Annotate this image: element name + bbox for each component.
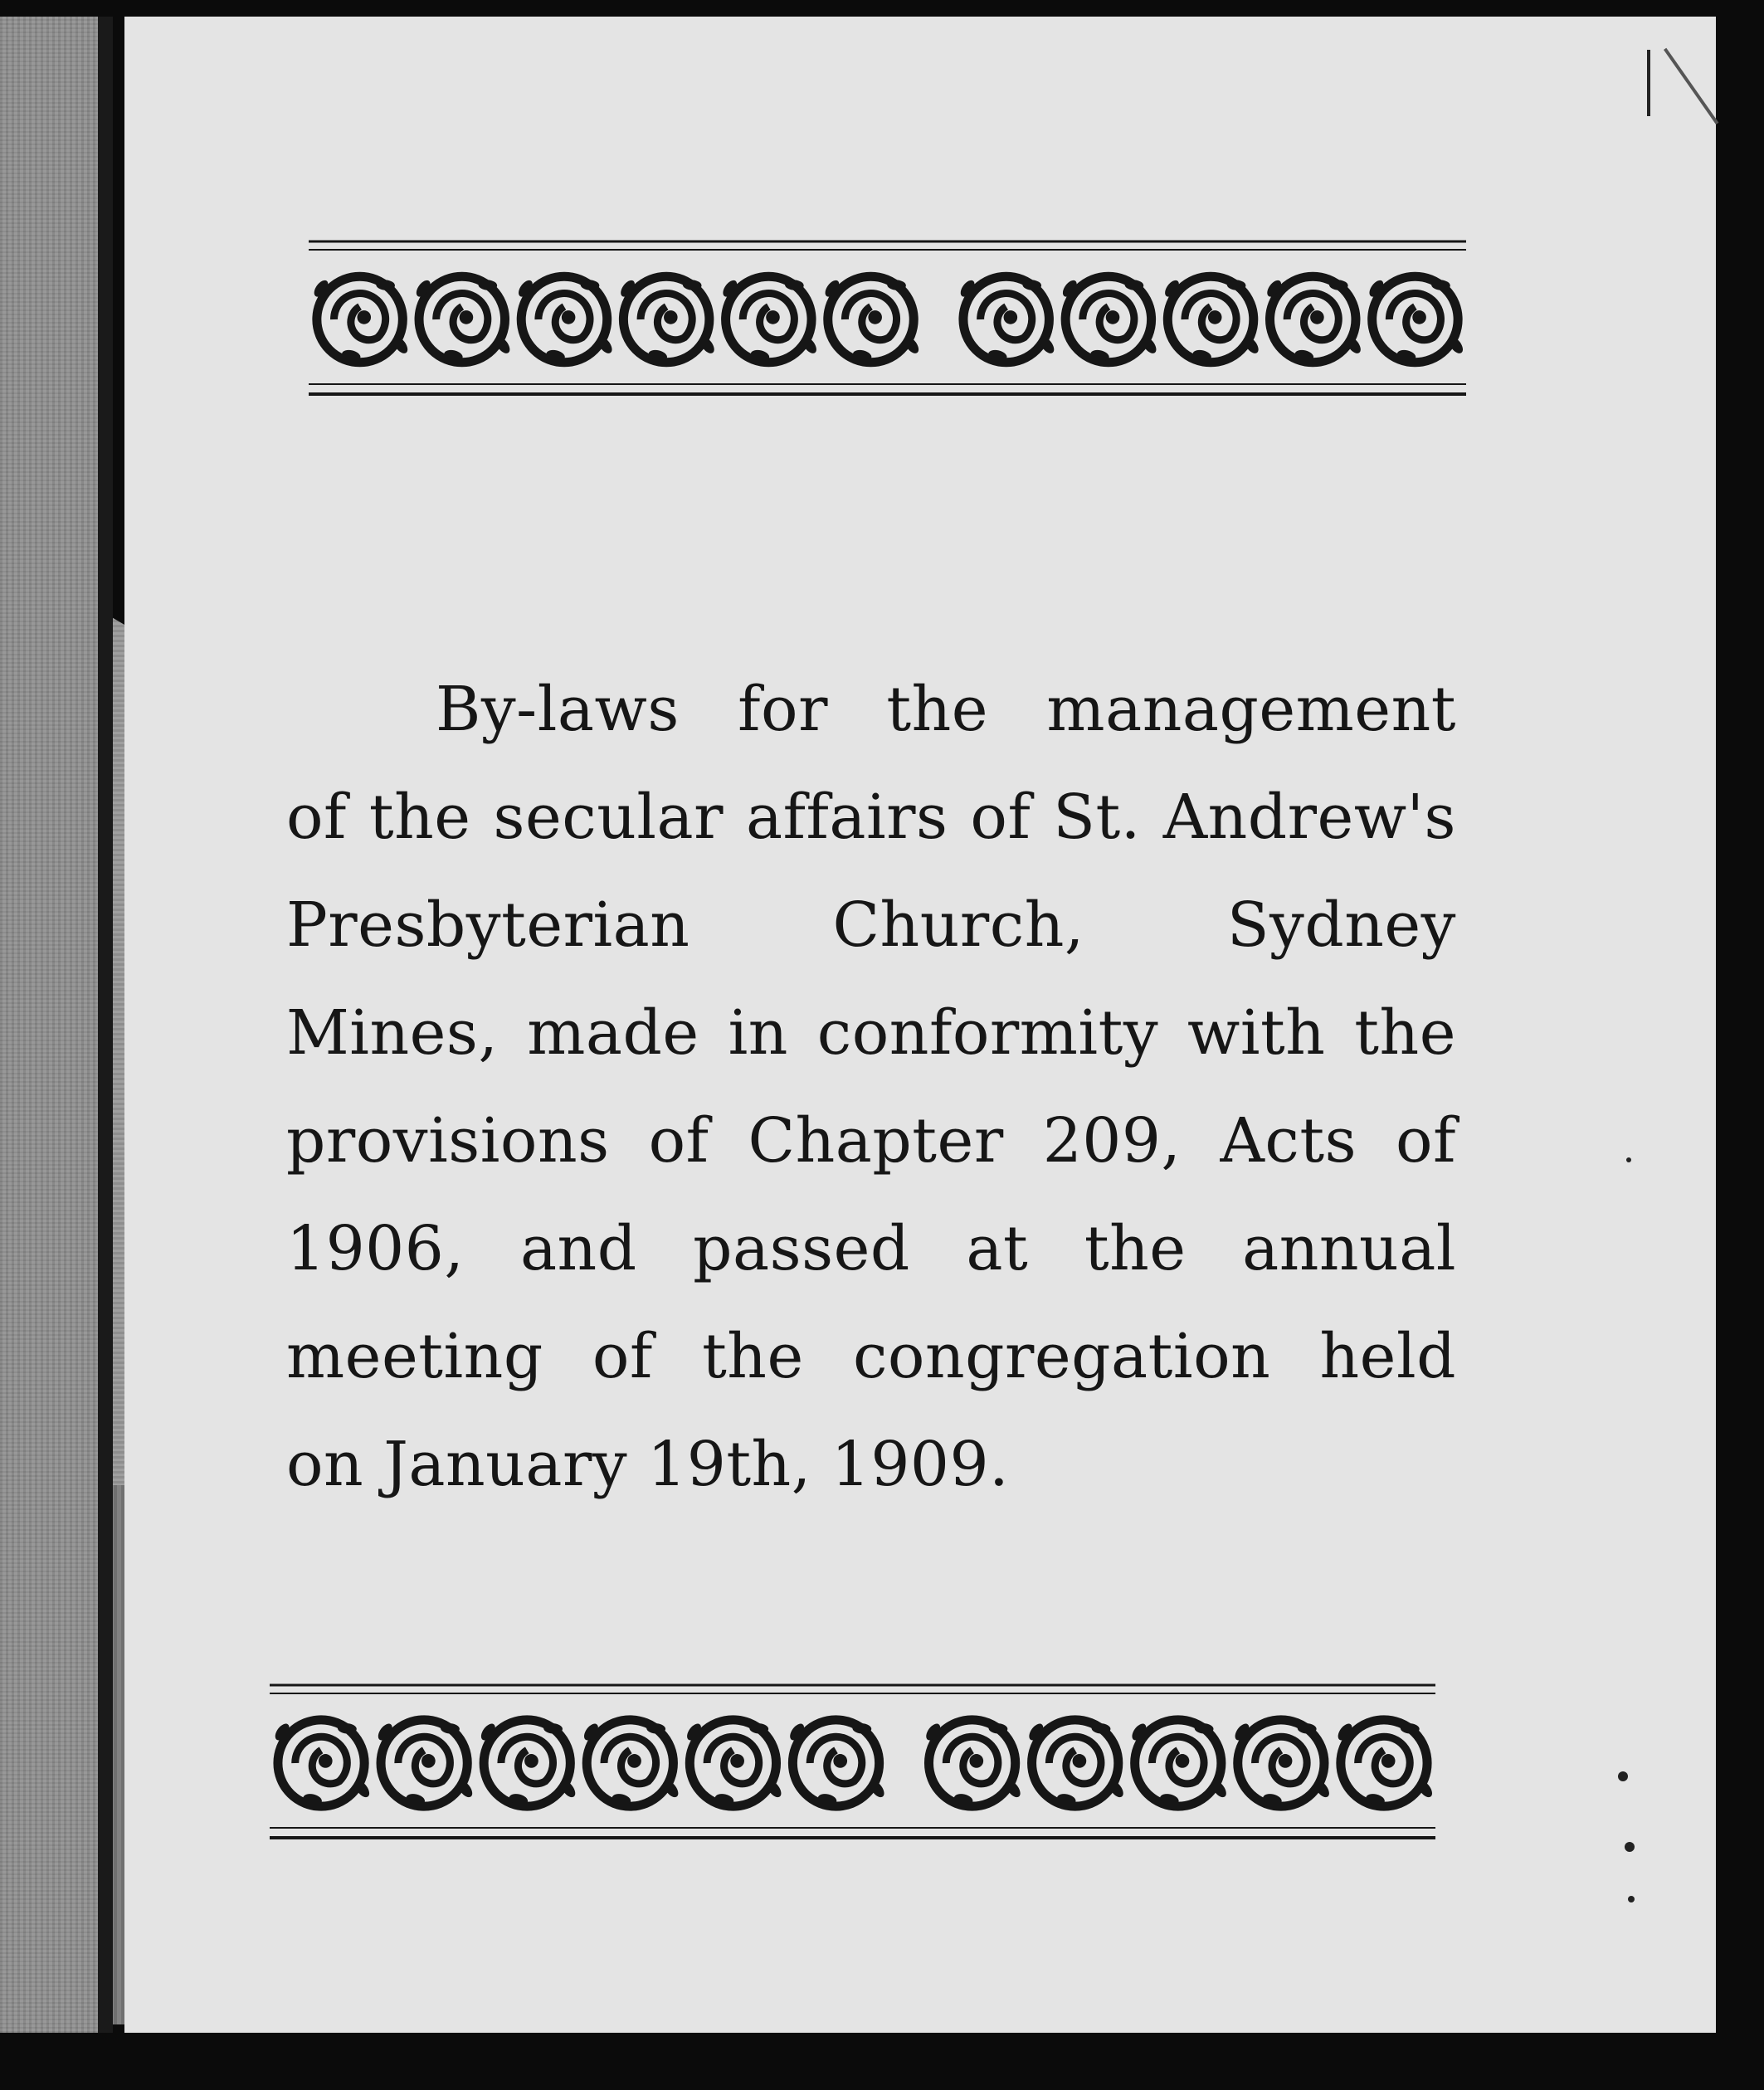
- text-line-1: By-laws for the management: [436, 674, 1456, 745]
- page-right-edge: [1716, 17, 1724, 2033]
- bylaws-title-paragraph: [286, 655, 1456, 1518]
- top-floral-border-icon: [309, 236, 1466, 402]
- scroll-motif-icon: [618, 276, 717, 363]
- scroll-motif-icon: [516, 276, 615, 363]
- scroll-motif-icon: [413, 276, 512, 363]
- floral-scroll-svg: [309, 236, 1466, 402]
- scroll-motif-icon: [923, 1720, 1023, 1807]
- scroll-motif-icon: [582, 1720, 681, 1807]
- text-line-8: on January 19th, 1909.: [286, 1429, 1010, 1500]
- scroll-motif-icon: [787, 1720, 887, 1807]
- scroll-motif-icon: [311, 276, 410, 363]
- scroll-motif-icon: [1335, 1720, 1435, 1807]
- text-line-4: Mines, made in conformity with the: [286, 997, 1456, 1069]
- scroll-motif-icon: [822, 276, 921, 363]
- scroll-motif-icon: [1026, 1720, 1126, 1807]
- text-line-5: provisions of Chapter 209, Acts of: [286, 1105, 1456, 1177]
- text-line-2: of the secular affairs of St. Andrew's: [286, 782, 1456, 853]
- scroll-motif-icon: [1367, 276, 1465, 363]
- floral-scroll-svg: [270, 1680, 1435, 1846]
- scroll-motif-icon: [1232, 1720, 1332, 1807]
- margin-speck: [1618, 1771, 1628, 1781]
- text-line-6: 1906, and passed at the annual: [286, 1213, 1456, 1284]
- book-spine: [0, 17, 108, 2033]
- scroll-motif-icon: [272, 1720, 372, 1807]
- bottom-floral-border-icon: [270, 1680, 1435, 1846]
- text-line-3: Presbyterian Church, Sydney: [286, 889, 1456, 961]
- scroll-motif-icon: [958, 276, 1056, 363]
- scroll-motif-icon: [479, 1720, 578, 1807]
- scroll-motif-icon: [1060, 276, 1159, 363]
- scroll-motif-icon: [375, 1720, 475, 1807]
- text-line-7: meeting of the congregation held: [286, 1321, 1456, 1392]
- scroll-motif-icon: [1129, 1720, 1229, 1807]
- page-binding-edge: [98, 17, 113, 2033]
- scroll-motif-icon: [685, 1720, 784, 1807]
- scroll-motif-icon: [1265, 276, 1363, 363]
- margin-speck: [1628, 1896, 1635, 1902]
- corner-fold-mark: [1647, 50, 1650, 116]
- margin-speck: [1625, 1842, 1635, 1852]
- scroll-motif-icon: [720, 276, 819, 363]
- scroll-motif-icon: [1162, 276, 1261, 363]
- margin-speck: [1626, 1157, 1631, 1162]
